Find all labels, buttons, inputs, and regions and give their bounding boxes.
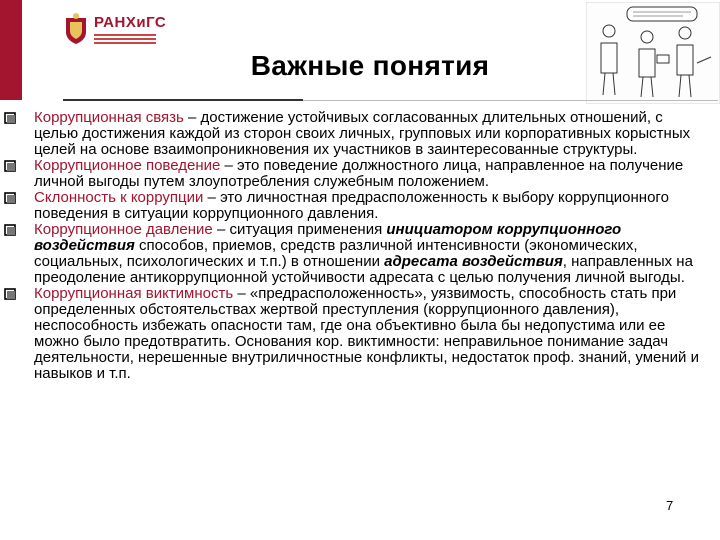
ranepa-logo: [62, 12, 167, 52]
logo-caption-lines: [94, 34, 156, 46]
definition: – достижение устойчивых согласованных длительных отношений, с целью достижения каждой из сторон своих личных, групповых или корпоративных корыстных целей на основе взаимопроникновения их участников в заинтересованные структуры.: [34, 109, 691, 158]
term: Коррупционная виктимность: [34, 285, 234, 302]
checkbox-bullet-icon: [4, 288, 16, 300]
accent-bar: [0, 0, 22, 100]
term: Коррупционное давление: [34, 221, 213, 238]
term: Коррупционное поведение: [34, 157, 221, 174]
checkbox-bullet-icon: [4, 160, 16, 172]
emphasis: инициатором коррупционного воздействия: [34, 221, 622, 254]
definitions-list: [0, 110, 705, 382]
checkbox-bullet-icon: [4, 224, 16, 236]
list-item: [0, 286, 705, 382]
page-title: Важные понятия: [250, 50, 490, 81]
list-item: [0, 190, 705, 222]
title-underline: [63, 99, 303, 101]
list-item: [0, 110, 705, 158]
definition-part: – ситуация применения: [212, 221, 387, 238]
page-number: 7: [666, 498, 674, 513]
emphasis: адресата воздействия: [384, 253, 563, 270]
checkbox-bullet-icon: [4, 192, 16, 204]
list-item: [0, 158, 705, 190]
term: Коррупционная связь: [34, 109, 184, 126]
definition: – это личностная предрасположенность к выбору коррупционного поведения в ситуации коррупционного давления.: [34, 189, 669, 222]
emblem-icon: [62, 12, 90, 46]
definition-part: , направленных на преодоление антикоррупционной устойчивости адресата с целью получения личной выгоды.: [34, 253, 693, 286]
definition: – это поведение должностного лица, направленное на получение личной выгоды путем злоупотребления служебным положением.: [34, 157, 684, 190]
title-divider: [303, 100, 718, 101]
list-item: [0, 222, 705, 286]
definition-part: способов, приемов, средств различной интенсивности (экономических, социальных, психологических и т.п.) в отношении: [34, 237, 638, 270]
term: Склонность к коррупции: [34, 189, 204, 206]
checkbox-bullet-icon: [4, 112, 16, 124]
logo-text: РАНХиГС: [94, 14, 167, 31]
definition: – «предрасположенность», уязвимость, способность стать при определенных обстоятельствах жертвой преступления (коррупционного давления), неспособность избежать опасности там, где она объективно была бы недопустима или ее можно было предотвратить. Основания кор. виктимности: неправильное понимание задач деятельности, нерешенные внутриличностные конфликты, недостаток проф. знаний, умений и навыков и т.п.: [34, 285, 699, 382]
